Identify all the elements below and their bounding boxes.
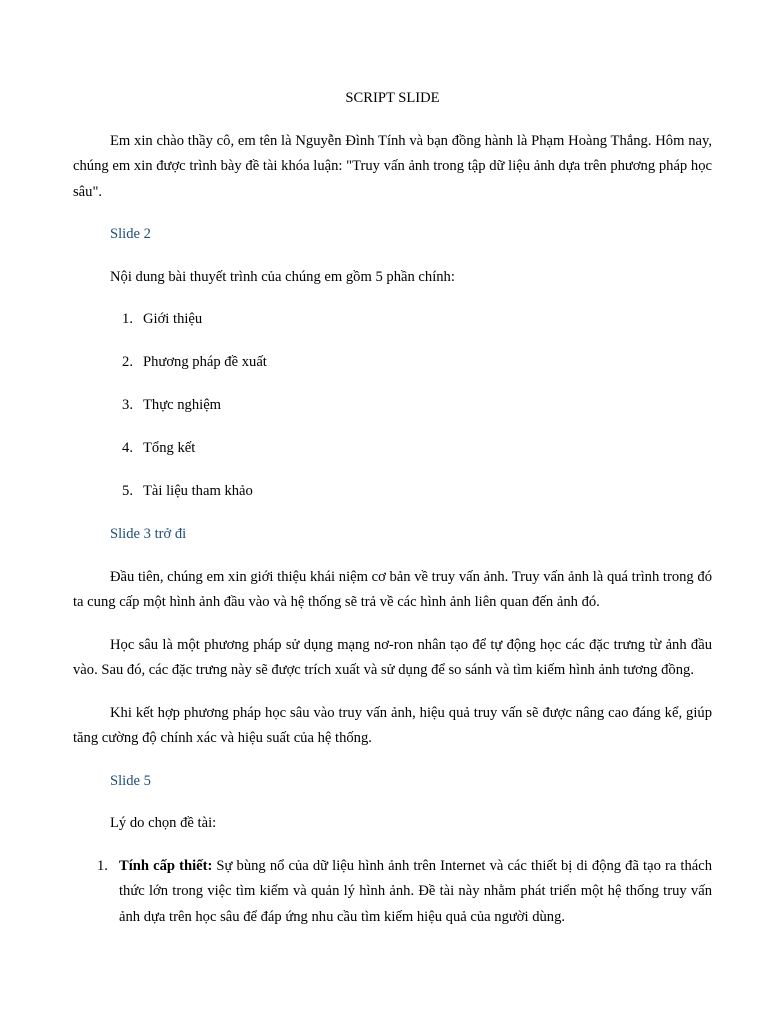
contents-list xyxy=(73,307,712,505)
list-item-text: Thực nghiệm xyxy=(143,397,222,413)
reason-text: Sự bùng nổ của dữ liệu hình ảnh trên Internet và các thiết bị di động đã tạo ra thách thức lớn trong việc tìm kiếm và quản lý hình ảnh. Đề tài này nhằm phát triển một hệ thống truy vấn ảnh dựa trên học sâu để đáp ứng nhu cầu tìm kiếm hiệu quả của người dùng. xyxy=(119,857,712,925)
list-item-number: 1. xyxy=(122,311,133,327)
reason-label: Tính cấp thiết: xyxy=(119,857,213,874)
list-item xyxy=(73,854,712,931)
intro-paragraph: Em xin chào thầy cô, em tên là Nguyễn Đình Tính và bạn đồng hành là Phạm Hoàng Thắng. Hôm nay, chúng em xin được trình bày đề tài khóa luận: "Truy vấn ảnh trong tập dữ liệu ảnh dựa trên phương pháp học sâu". xyxy=(73,132,712,200)
slide-2-heading: Slide 2 xyxy=(110,226,151,242)
list-item xyxy=(73,479,712,505)
slide-5-heading: Slide 5 xyxy=(110,772,151,789)
list-item-text: Giới thiệu xyxy=(143,311,203,327)
reasons-list xyxy=(73,854,712,931)
slide-3-paragraph: Học sâu là một phương pháp sử dụng mạng nơ-ron nhân tạo để tự động học các đặc trưng từ ảnh đầu vào. Sau đó, các đặc trưng này sẽ được trích xuất và sử dụng để so sánh và tìm kiếm hình ảnh tương đồng. xyxy=(73,636,712,678)
slide-3-heading: Slide 3 trở đi xyxy=(110,526,187,542)
list-item xyxy=(73,307,712,333)
slide-3-paragraph: Khi kết hợp phương pháp học sâu vào truy vấn ảnh, hiệu quả truy vấn sẽ được nâng cao đáng kể, giúp tăng cường độ chính xác và hiệu suất của hệ thống. xyxy=(73,704,712,746)
slide-2-lead: Nội dung bài thuyết trình của chúng em gồm 5 phần chính: xyxy=(110,268,455,285)
list-item-number: 2. xyxy=(122,354,133,370)
list-item xyxy=(73,393,712,419)
document-title: SCRIPT SLIDE xyxy=(345,90,440,106)
list-item-number: 4. xyxy=(122,440,133,456)
list-item-text: Tài liệu tham khảo xyxy=(143,483,253,499)
list-item-text: Phương pháp đề xuất xyxy=(143,354,267,370)
list-item xyxy=(73,436,712,462)
list-item-number: 3. xyxy=(122,397,133,413)
reason-number: 1. xyxy=(97,857,108,874)
slide-5-lead: Lý do chọn đề tài: xyxy=(110,815,217,831)
list-item xyxy=(73,350,712,376)
slide-3-paragraph: Đầu tiên, chúng em xin giới thiệu khái niệm cơ bản về truy vấn ảnh. Truy vấn ảnh là quá trình trong đó ta cung cấp một hình ảnh đầu vào và hệ thống sẽ trả về các hình ảnh liên quan đến ảnh đó. xyxy=(73,568,712,610)
list-item-number: 5. xyxy=(122,483,133,499)
list-item-text: Tổng kết xyxy=(143,440,196,456)
reason-body xyxy=(119,854,712,931)
